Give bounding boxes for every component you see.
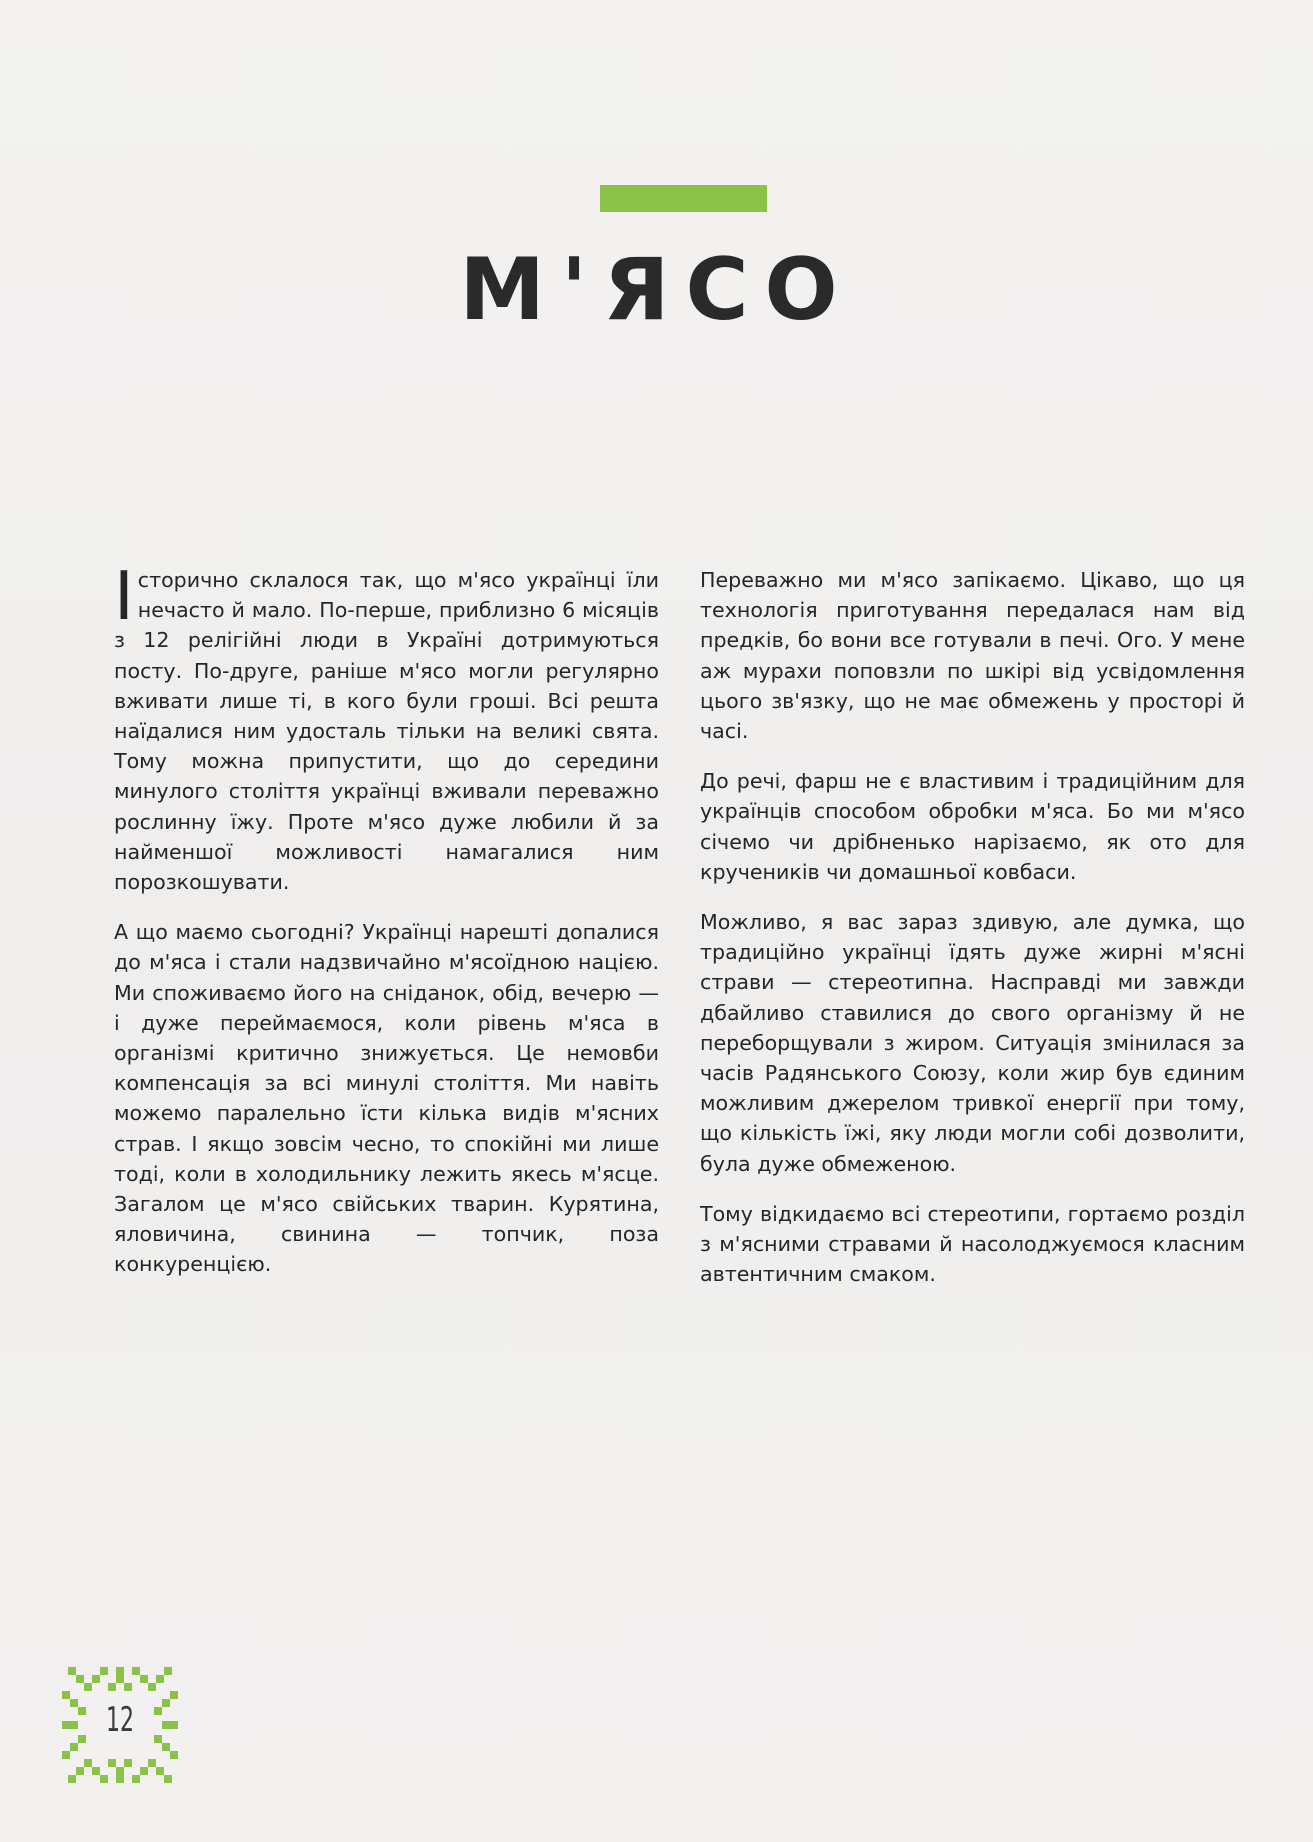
paragraph: Можливо, я вас зараз здивую, але думка, що традиційно українці їдять дуже жирні м'ясні страви — стереотипна. Насправді ми завжди дбайливо ставилися до свого організму й не переборщували з жиром. Ситуація змінилася за часів Радянського Союзу, коли жир був єдиним можливим джерелом тривкої енергії при тому, що кількість їжі, яку люди могли собі дозволити, була дуже обмеженою. [700, 910, 1245, 1176]
paragraph: Тому відкидаємо всі стереотипи, гортаємо розділ з м'ясними стравами й насолоджуємося класним автентичним смаком. [700, 1201, 1245, 1287]
paragraph-text: сторично склалося так, що м'ясо українці їли нечасто й мало. По-перше, приблизно 6 місяців з 12 релігійні люди в Україні дотримуються посту. По-друге, раніше м'ясо могли регулярно вживати лише ті, в кого були гроші. Всі решта наїдалися ним удосталь тільки на великі свята. Тому можна припустити, що до середини минулого століття українці вживали переважно рослинну їжу. Проте м'ясо дуже любили й за найменшої можливості намагалися ним порозкошувати. [114, 568, 659, 895]
dropcap: І [114, 557, 134, 635]
accent-bar [600, 185, 767, 212]
left-column [114, 557, 659, 1300]
paragraph [114, 557, 659, 897]
page-number-ornament [60, 1665, 180, 1785]
paragraph: Переважно ми м'ясо запікаємо. Цікаво, що ця технологія приготування передалася нам від предків, бо вони все готували в печі. Ого. У мене аж мурахи поповзли по шкірі від усвідомлення цього зв'язку, що не має обмежень у просторі й часі. [700, 568, 1245, 744]
page-number: 12 [105, 1700, 135, 1740]
right-column [700, 565, 1245, 1309]
paragraph: А що маємо сьогодні? Українці нарешті допалися до м'яса і стали надзвичайно м'ясоїдною нацією. Ми споживаємо його на сніданок, обід, вечерю — і дуже переймаємося, коли рівень м'яса в організмі критично знижується. Це немовби компенсація за всі минулі століття. Ми навіть можемо паралельно їсти кілька видів м'ясних страв. І якщо зовсім чесно, то спокійні ми лише тоді, коли в холодильнику лежить якесь м'ясце. Загалом це м'ясо свійських тварин. Курятина, яловичина, свинина — топчик, поза конкуренцією. [114, 920, 659, 1277]
paragraph: До речі, фарш не є властивим і традиційним для українців способом обробки м'яса. Бо ми м'ясо січемо чи дрібненько нарізаємо, як ото для кручеників чи домашньої ковбаси. [700, 769, 1245, 884]
page-title: М'ЯСО [459, 240, 854, 340]
